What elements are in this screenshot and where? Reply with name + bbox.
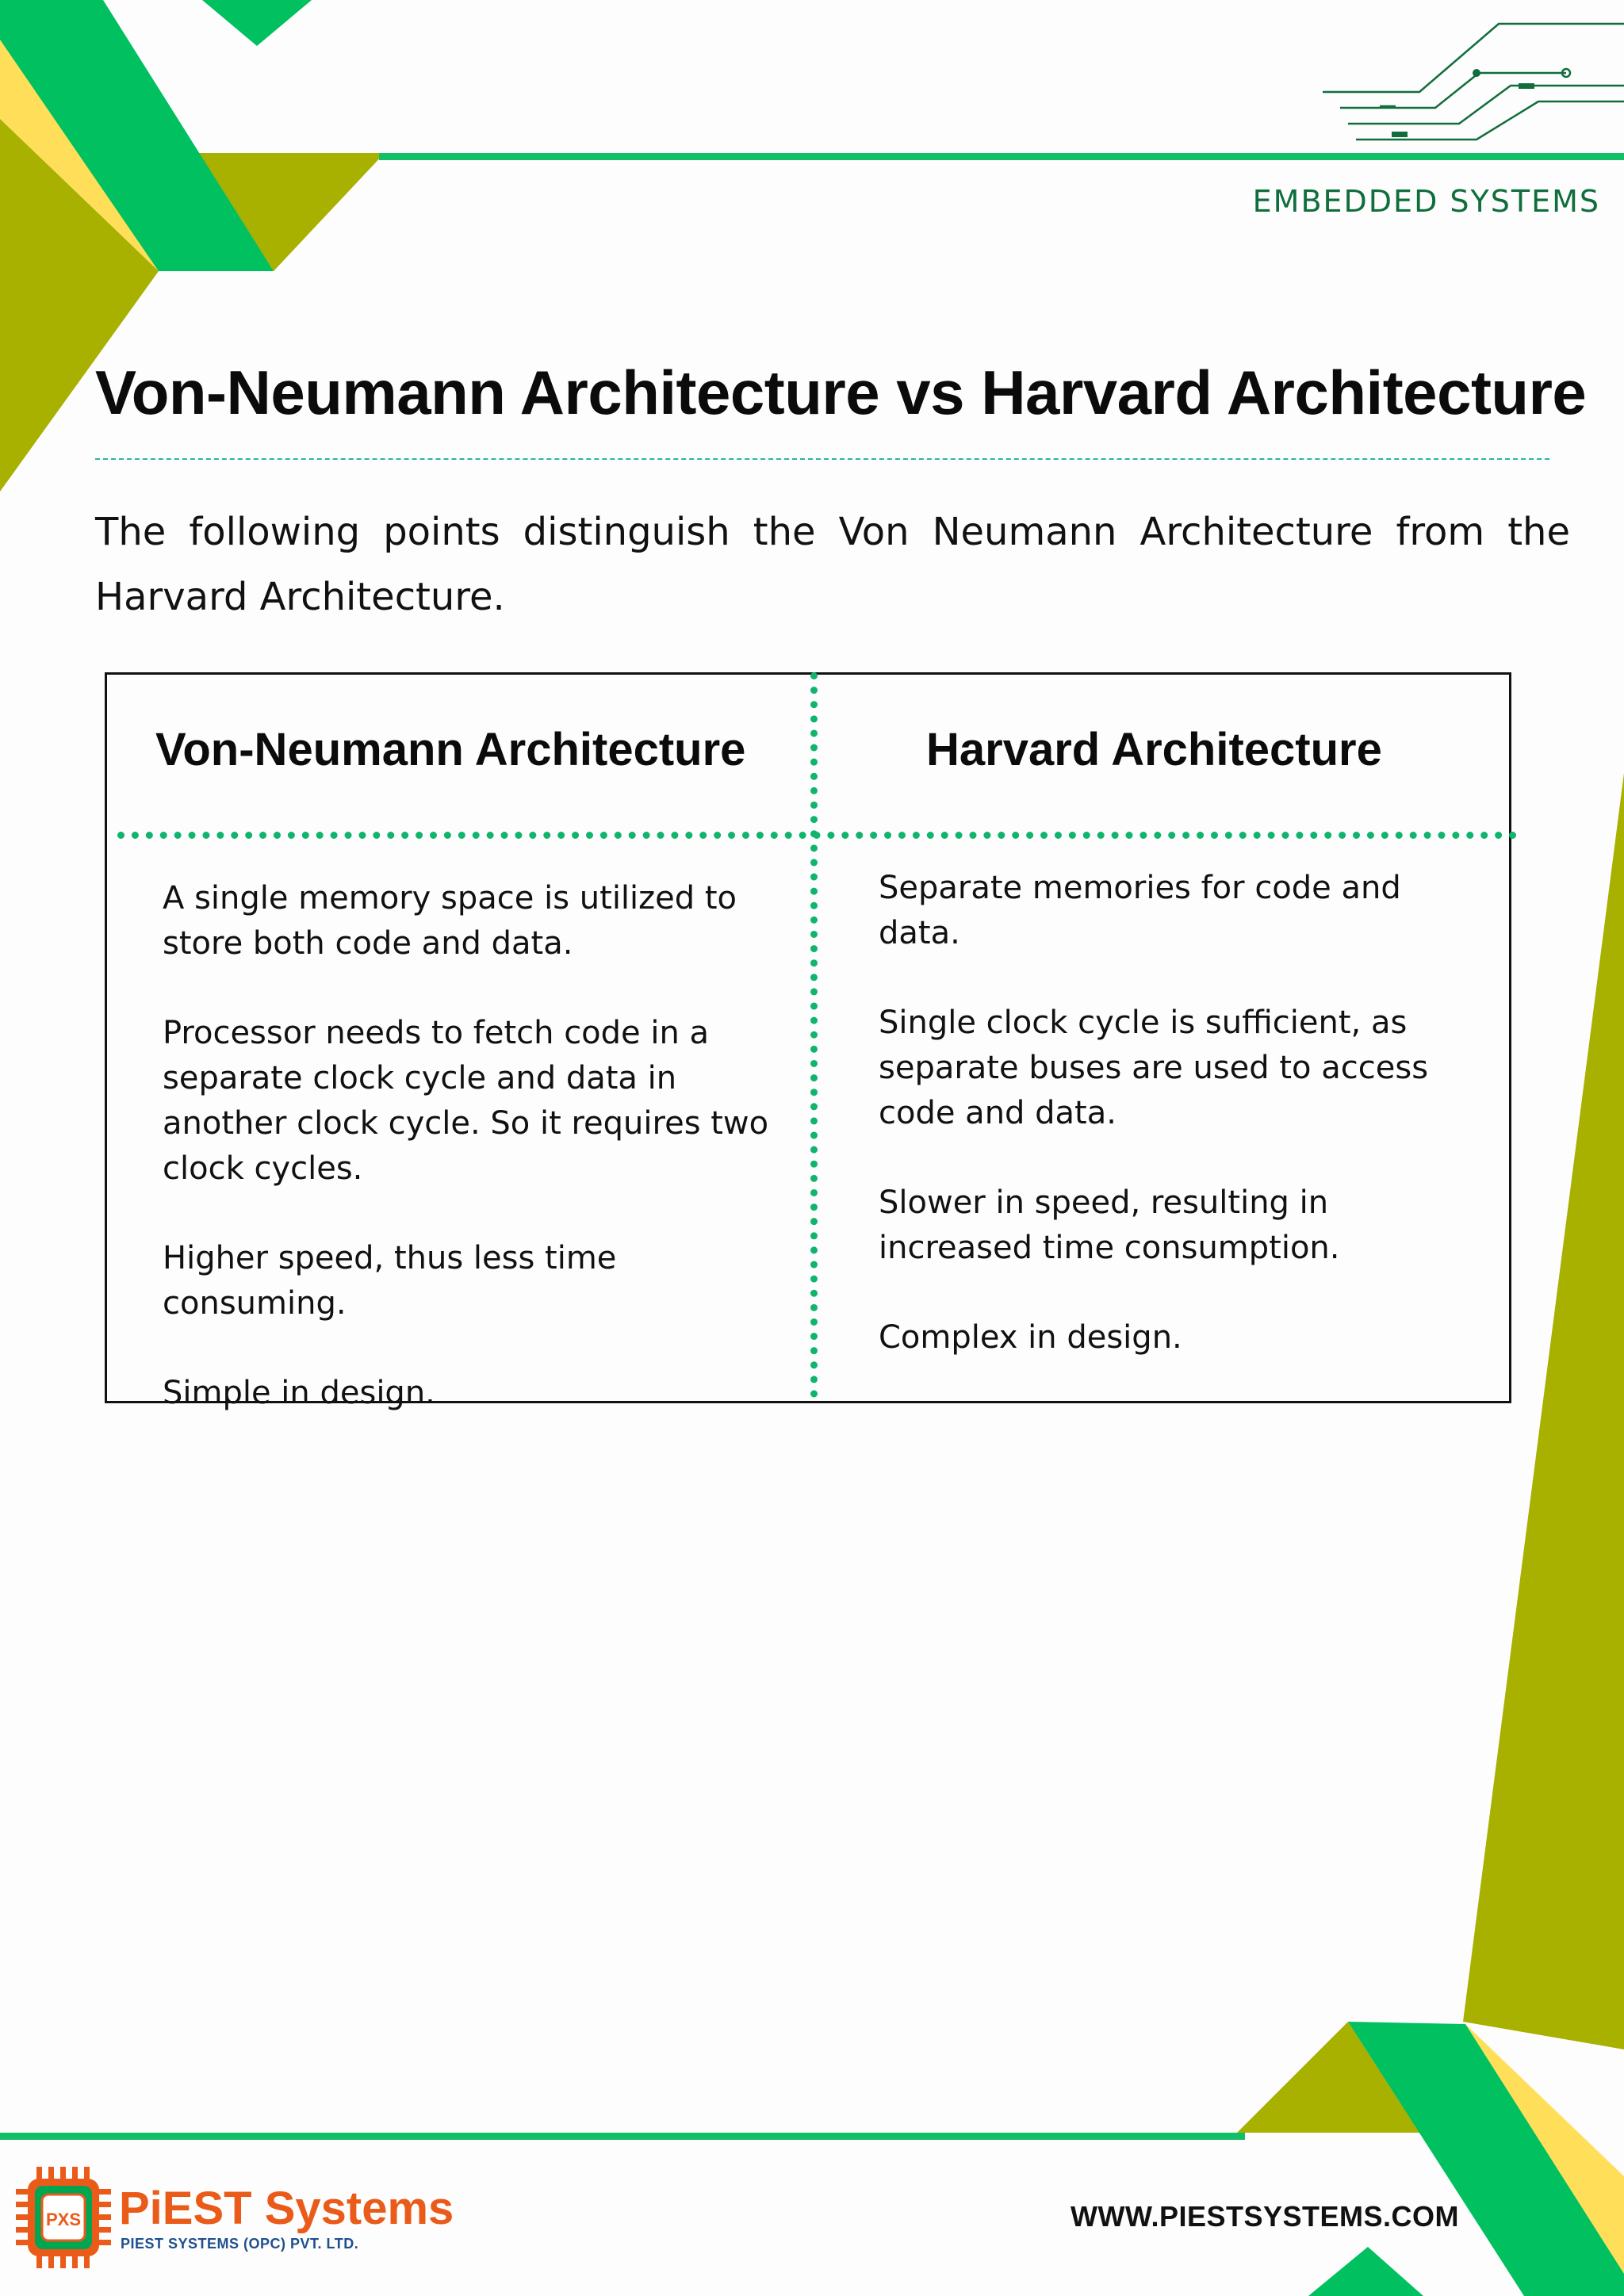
title-divider: [95, 458, 1549, 460]
list-item: Single clock cycle is sufficient, as separate buses are used to access code and data.: [879, 1004, 1429, 1131]
brand-name: PiEST Systems: [119, 2183, 454, 2234]
harvard-points: [879, 866, 1481, 1405]
website-link[interactable]: WWW.PIESTSYSTEMS.COM: [1071, 2200, 1460, 2233]
piest-chip-logo-icon: [16, 2167, 111, 2268]
list-item: Higher speed, thus less time consuming.: [163, 1240, 617, 1322]
list-item: Slower in speed, resulting in increased time consumption.: [879, 1184, 1340, 1266]
logo-text: PXS: [45, 2210, 82, 2229]
bottom-green-small-triangle: [1308, 2247, 1423, 2296]
harvard-heading: Harvard Architecture: [926, 724, 1382, 775]
header-rule: [379, 153, 1624, 160]
circuit-pad: [1392, 132, 1408, 137]
list-item: Processor needs to fetch code in a separate clock cycle and data in another clock cycle. So it requires two clock cycles.: [163, 1015, 769, 1187]
top-green-small-triangle: [202, 0, 312, 46]
circuit-dot: [1473, 69, 1480, 77]
column-divider: [810, 672, 818, 1398]
von-neumann-heading: Von-Neumann Architecture: [155, 724, 746, 775]
circuit-lines: [1323, 24, 1624, 140]
circuit-pad: [1519, 83, 1534, 89]
von-neumann-points: [163, 876, 789, 1460]
footer-rule: [0, 2133, 1245, 2140]
header-divider: [117, 832, 1517, 839]
list-item: Complex in design.: [879, 1319, 1182, 1356]
list-item: Simple in design.: [163, 1375, 435, 1411]
brand-subtitle: PIEST SYSTEMS (OPC) PVT. LTD.: [121, 2236, 359, 2252]
list-item: A single memory space is utilized to store both code and data.: [163, 880, 737, 962]
page-title: Von-Neumann Architecture vs Harvard Architecture: [95, 358, 1587, 427]
intro-paragraph: The following points distinguish the Von Neumann Architecture from the Harvard Architecture.: [95, 510, 1570, 619]
section-label: EMBEDDED SYSTEMS: [1252, 184, 1600, 219]
list-item: Separate memories for code and data.: [879, 870, 1401, 951]
